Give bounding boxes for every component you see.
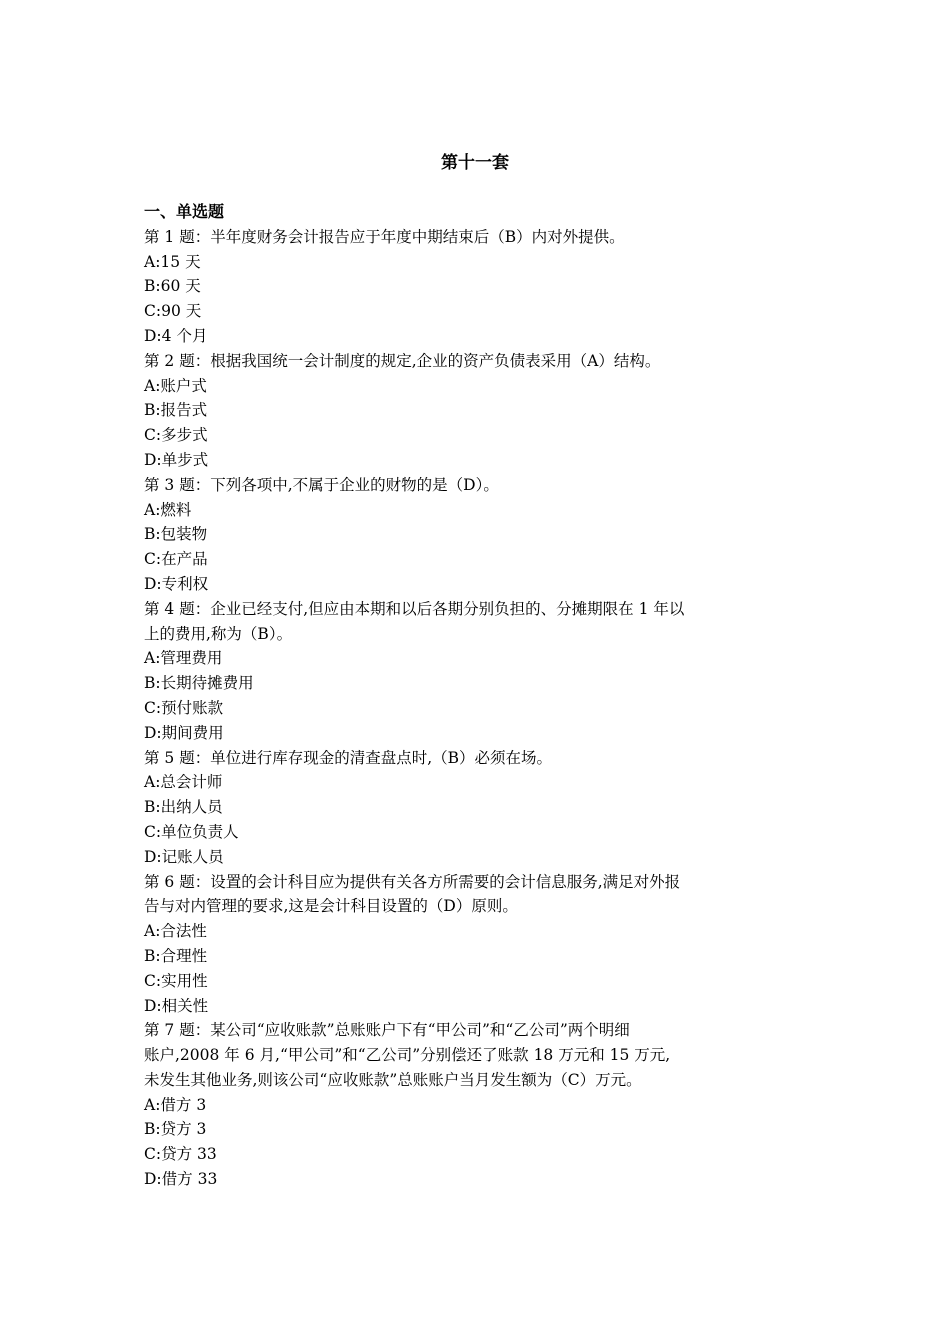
question-text-line: 账户,2008 年 6 月,“甲公司”和“乙公司”分别偿还了账款 18 万元和 15 万元, <box>144 1046 671 1065</box>
option-c: C:单位负责人 <box>144 822 239 841</box>
option-c: C:实用性 <box>144 971 208 990</box>
option-b: B:贷方 3 <box>144 1120 207 1139</box>
option-a: A:合法性 <box>144 922 207 941</box>
document-title: 第十一套 <box>441 153 509 173</box>
option-b: B:60 天 <box>144 277 201 296</box>
question-7 <box>144 1018 814 1192</box>
option-d: D:单步式 <box>144 450 209 469</box>
option-b: B:出纳人员 <box>144 798 223 817</box>
question-text-line: 第 6 题：设置的会计科目应为提供有关各方所需要的会计信息服务,满足对外报 <box>144 872 681 891</box>
question-text-line: 未发生其他业务,则该公司“应收账款”总账账户当月发生额为（C）万元。 <box>144 1070 642 1089</box>
question-text-line: 告与对内管理的要求,这是会计科目设置的（D）原则。 <box>144 897 518 916</box>
option-b: B:合理性 <box>144 946 208 965</box>
option-d: D:相关性 <box>144 996 209 1015</box>
option-d: D:借方 33 <box>144 1170 218 1189</box>
option-a: A:借方 3 <box>144 1095 207 1114</box>
option-a: A:账户式 <box>144 376 207 395</box>
option-d: D:4 个月 <box>144 326 208 345</box>
question-list <box>144 200 814 1192</box>
question-6 <box>144 870 814 1019</box>
option-d: D:专利权 <box>144 574 209 593</box>
option-c: C:贷方 33 <box>144 1145 217 1164</box>
option-b: B:长期待摊费用 <box>144 674 254 693</box>
option-a: A:总会计师 <box>144 773 223 792</box>
option-d: D:期间费用 <box>144 723 224 742</box>
option-a: A:15 天 <box>144 252 201 271</box>
question-5 <box>144 746 814 870</box>
option-c: C:预付账款 <box>144 698 224 717</box>
question-text-line: 第 7 题：某公司“应收账款”总账账户下有“甲公司”和“乙公司”两个明细 <box>144 1021 630 1040</box>
option-b: B:包装物 <box>144 525 208 544</box>
section-heading: 一、单选题 <box>144 202 225 221</box>
question-text-line: 第 4 题：企业已经支付,但应由本期和以后各期分别负担的、分摊期限在 1 年以 <box>144 599 685 618</box>
question-text: 第 2 题：根据我国统一会计制度的规定,企业的资产负债表采用（A）结构。 <box>144 351 661 370</box>
option-b: B:报告式 <box>144 401 208 420</box>
question-3 <box>144 473 814 597</box>
question-text-line: 上的费用,称为（B）。 <box>144 624 293 643</box>
question-text: 第 1 题：半年度财务会计报告应于年度中期结束后（B）内对外提供。 <box>144 227 625 246</box>
option-c: C:在产品 <box>144 550 208 569</box>
question-text: 第 5 题：单位进行库存现金的清查盘点时,（B）必须在场。 <box>144 748 553 767</box>
question-2 <box>144 349 814 473</box>
question-text: 第 3 题：下列各项中,不属于企业的财物的是（D）。 <box>144 475 499 494</box>
question-4 <box>144 597 814 746</box>
option-d: D:记账人员 <box>144 847 224 866</box>
option-c: C:90 天 <box>144 302 202 321</box>
option-a: A:管理费用 <box>144 649 223 668</box>
option-a: A:燃料 <box>144 500 192 519</box>
question-1 <box>144 225 814 349</box>
option-c: C:多步式 <box>144 426 208 445</box>
